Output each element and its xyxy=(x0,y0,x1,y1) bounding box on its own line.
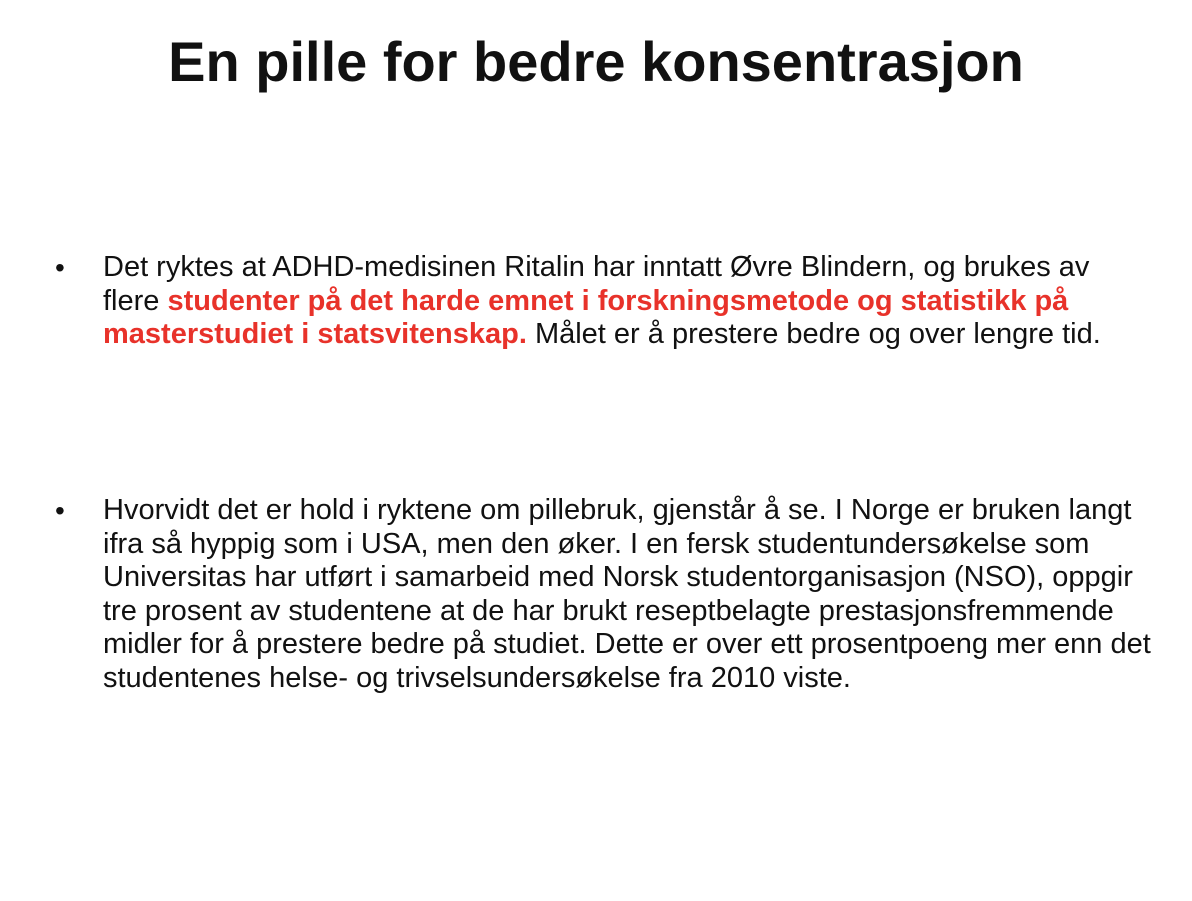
bullet-text: Hvorvidt det er hold i ryktene om pillebruk, gjenstår å se. I Norge er bruken langt ifra så hyppig som i USA, men den øker. I en fersk studentundersøkelse som Universitas har utført i samarbeid med Norsk studentorganisasjon (NSO), oppgir tre prosent av studentene at de har brukt reseptbelagte prestasjonsfremmende midler for å prestere bedre på studiet. Dette er over ett prosentpoeng mer enn det studentenes helse- og trivselsundersøkelse fra 2010 viste. xyxy=(103,494,1151,694)
bullet-point-icon: • xyxy=(55,252,65,283)
slide-title: En pille for bedre konsentrasjon xyxy=(168,30,1024,93)
bullet-point-icon: • xyxy=(55,495,65,526)
bullet-text-intro: Det ryktes at ADHD-medisinen Ritalin har inntatt Øvre Blindern, og brukes av flere xyxy=(103,251,1090,317)
bullet-text xyxy=(103,251,1153,352)
bullet-text-highlight: studenter på det harde emnet i forskningsmetode og statistikk på masterstudiet i statsvitenskap. xyxy=(103,284,1069,350)
bullet-text-outro: Målet er å prestere bedre og over lengre tid. xyxy=(526,318,1101,350)
